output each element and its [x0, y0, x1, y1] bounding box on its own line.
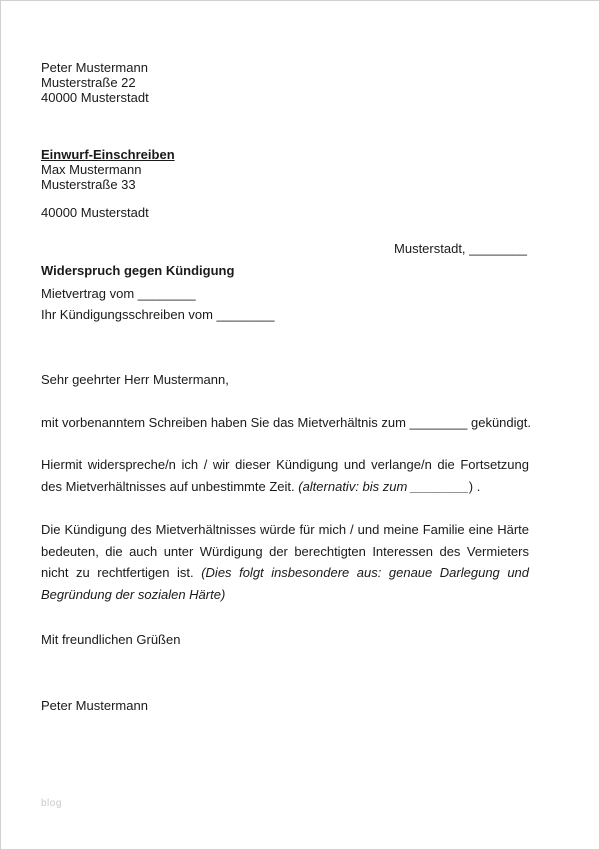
recipient-street: Musterstraße 33 [41, 177, 136, 192]
sender-street: Musterstraße 22 [41, 75, 136, 90]
paragraph-3-main: Die Kündigung des Mietverhältnisses würde für mich / und meine Familie eine Härte bedeuten, die auch unter Würdigung der berechtigten Interessen des Vermieters nicht zu rechtfertigen ist. [41, 522, 529, 580]
salutation: Sehr geehrter Herr Mustermann, [41, 372, 229, 387]
paragraph-2-main: Hiermit widerspreche/n ich / wir dieser Kündigung und verlange/n die Fortsetzung des Mietverhältnisses auf unbestimmte Zeit. [41, 457, 529, 494]
delivery-type: Einwurf-Einschreiben [41, 147, 175, 162]
paragraph-2 [41, 454, 529, 497]
paragraph-3-italic: (Dies folgt insbesondere aus: genaue Darlegung und Begründung der sozialen Härte) [41, 565, 530, 602]
paragraph-1: mit vorbenanntem Schreiben haben Sie das Mietverhältnis zum ________ gekündigt. [41, 415, 531, 430]
paragraph-2-end: ) . [468, 478, 481, 494]
reference-contract: Mietvertrag vom ________ [41, 286, 196, 301]
reference-notice: Ihr Kündigungsschreiben vom ________ [41, 307, 275, 322]
signature: Peter Mustermann [41, 698, 148, 713]
subject-line: Widerspruch gegen Kündigung [41, 263, 235, 278]
recipient-city: 40000 Musterstadt [41, 205, 149, 220]
sender-city: 40000 Musterstadt [41, 90, 149, 105]
watermark: blog [41, 798, 62, 809]
date-line: Musterstadt, ________ [394, 241, 527, 256]
paragraph-3 [41, 519, 529, 605]
recipient-name: Max Mustermann [41, 162, 142, 177]
closing: Mit freundlichen Grüßen [41, 632, 181, 647]
paragraph-2-alternative: (alternativ: bis zum ________ [298, 478, 469, 494]
sender-name: Peter Mustermann [41, 60, 148, 75]
